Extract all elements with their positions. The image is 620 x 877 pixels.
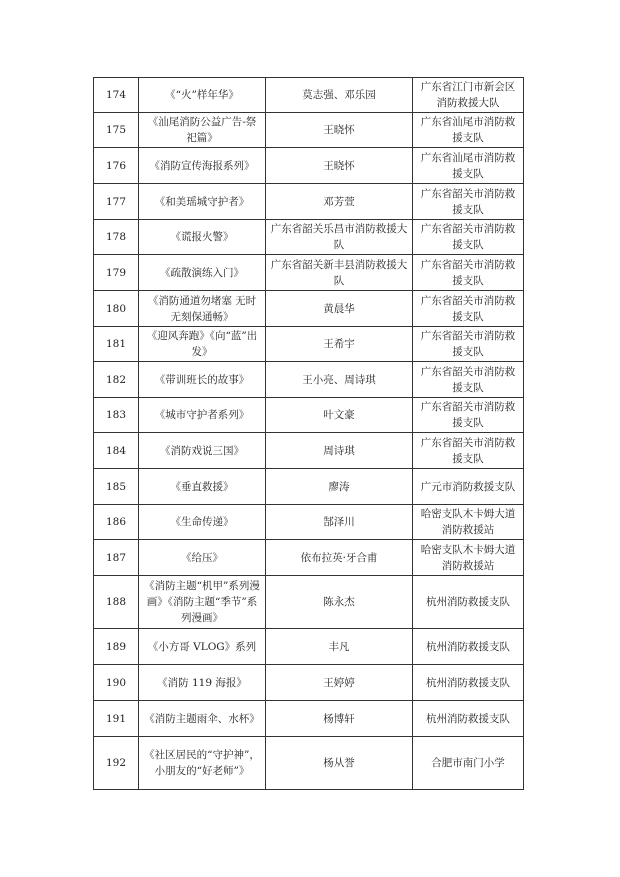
unit: 杭州消防救援支队 — [413, 665, 524, 701]
author: 丰凡 — [266, 629, 413, 665]
table-row — [94, 540, 524, 576]
author: 王小亮、周诗琪 — [266, 362, 413, 398]
author: 杨从誉 — [266, 737, 413, 790]
author: 王婷婷 — [266, 665, 413, 701]
author: 杨博轩 — [266, 701, 413, 737]
work-title: 《谎报火警》 — [139, 220, 266, 255]
author: 陈永杰 — [266, 576, 413, 629]
row-number: 178 — [94, 220, 139, 255]
author: 廖涛 — [266, 469, 413, 505]
table-row — [94, 737, 524, 790]
unit: 广东省韶关市消防救援支队 — [413, 255, 524, 291]
author: 王希宇 — [266, 327, 413, 362]
table-row — [94, 362, 524, 398]
unit: 广东省韶关市消防救援支队 — [413, 327, 524, 362]
unit: 广东省韶关市消防救援支队 — [413, 291, 524, 327]
unit: 广东省韶关市消防救援支队 — [413, 398, 524, 433]
author: 莫志强、邓乐园 — [266, 78, 413, 113]
unit: 广东省汕尾市消防救援支队 — [413, 148, 524, 184]
work-title: 《汕尾消防公益广告-祭祀篇》 — [139, 113, 266, 148]
work-title: 《生命传递》 — [139, 505, 266, 540]
author: 叶文豪 — [266, 398, 413, 433]
author: 周诗琪 — [266, 433, 413, 469]
unit: 杭州消防救援支队 — [413, 701, 524, 737]
work-title: 《迎风奔跑》《向“蓝”出发》 — [139, 327, 266, 362]
work-title: 《消防主题雨伞、水杯》 — [139, 701, 266, 737]
row-number: 186 — [94, 505, 139, 540]
work-title: 《垂直救援》 — [139, 469, 266, 505]
unit: 广东省韶关市消防救援支队 — [413, 220, 524, 255]
author: 广东省韶关乐昌市消防救援大队 — [266, 220, 413, 255]
row-number: 181 — [94, 327, 139, 362]
row-number: 180 — [94, 291, 139, 327]
work-title: 《消防 119 海报》 — [139, 665, 266, 701]
author: 依布拉英·牙合甫 — [266, 540, 413, 576]
row-number: 182 — [94, 362, 139, 398]
table-row — [94, 184, 524, 220]
row-number: 187 — [94, 540, 139, 576]
work-title: 《城市守护者系列》 — [139, 398, 266, 433]
unit: 哈密支队木卡姆大道消防救援站 — [413, 540, 524, 576]
author: 邓芳萱 — [266, 184, 413, 220]
row-number: 192 — [94, 737, 139, 790]
row-number: 189 — [94, 629, 139, 665]
work-title: 《和美瑶城守护者》 — [139, 184, 266, 220]
table-row — [94, 469, 524, 505]
unit: 哈密支队木卡姆大道消防救援站 — [413, 505, 524, 540]
author: 郜泽川 — [266, 505, 413, 540]
work-title: 《消防宣传海报系列》 — [139, 148, 266, 184]
work-title: 《社区居民的“守护神”，小朋友的“好老师”》 — [139, 737, 266, 790]
unit: 广东省韶关市消防救援支队 — [413, 362, 524, 398]
table-row — [94, 701, 524, 737]
row-number: 177 — [94, 184, 139, 220]
award-list-table — [93, 77, 524, 790]
work-title: 《给压》 — [139, 540, 266, 576]
unit: 广东省汕尾市消防救援支队 — [413, 113, 524, 148]
table-row — [94, 255, 524, 291]
table-row — [94, 78, 524, 113]
work-title: 《疏散演练入门》 — [139, 255, 266, 291]
table-row — [94, 629, 524, 665]
author: 王晓怀 — [266, 148, 413, 184]
table-row — [94, 291, 524, 327]
table-row — [94, 220, 524, 255]
work-title: 《带训班长的故事》 — [139, 362, 266, 398]
unit: 广东省韶关市消防救援支队 — [413, 184, 524, 220]
unit: 杭州消防救援支队 — [413, 576, 524, 629]
unit: 广元市消防救援支队 — [413, 469, 524, 505]
table-row — [94, 433, 524, 469]
unit: 广东省江门市新会区消防救援大队 — [413, 78, 524, 113]
row-number: 175 — [94, 113, 139, 148]
work-title: 《小方哥 VLOG》系列 — [139, 629, 266, 665]
row-number: 184 — [94, 433, 139, 469]
row-number: 190 — [94, 665, 139, 701]
author: 广东省韶关新丰县消防救援大队 — [266, 255, 413, 291]
row-number: 174 — [94, 78, 139, 113]
table-row — [94, 505, 524, 540]
unit: 合肥市南门小学 — [413, 737, 524, 790]
table-row — [94, 327, 524, 362]
work-title: 《消防通道勿堵塞 无时无刻保通畅》 — [139, 291, 266, 327]
unit: 广东省韶关市消防救援支队 — [413, 433, 524, 469]
work-title: 《消防戏说三国》 — [139, 433, 266, 469]
author: 黄晨华 — [266, 291, 413, 327]
work-title: 《“火”样年华》 — [139, 78, 266, 113]
row-number: 188 — [94, 576, 139, 629]
table-row — [94, 148, 524, 184]
unit: 杭州消防救援支队 — [413, 629, 524, 665]
table-row — [94, 665, 524, 701]
row-number: 191 — [94, 701, 139, 737]
table-row — [94, 576, 524, 629]
table-row — [94, 398, 524, 433]
table-row — [94, 113, 524, 148]
row-number: 183 — [94, 398, 139, 433]
row-number: 185 — [94, 469, 139, 505]
author: 王晓怀 — [266, 113, 413, 148]
row-number: 179 — [94, 255, 139, 291]
row-number: 176 — [94, 148, 139, 184]
work-title: 《消防主题“机甲”系列漫画》《消防主题“季节”系列漫画》 — [139, 576, 266, 629]
